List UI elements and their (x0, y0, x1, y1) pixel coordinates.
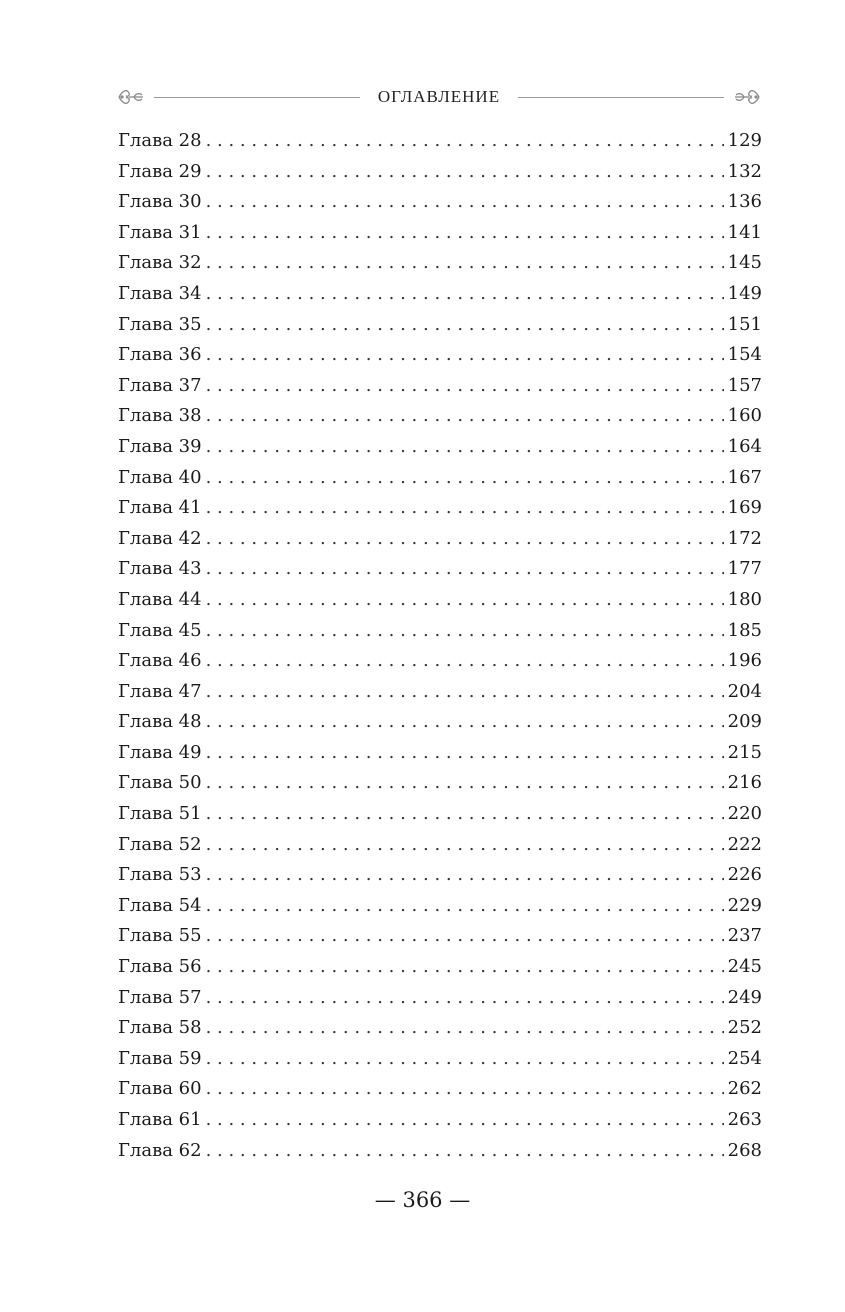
toc-entry-page: 254 (727, 1047, 762, 1069)
toc-entry-page: 185 (727, 619, 762, 641)
table-of-contents (118, 130, 762, 1170)
toc-dot-leader (206, 1109, 724, 1130)
toc-entry-label: Глава 32 (118, 252, 202, 274)
toc-entry-label: Глава 61 (118, 1109, 202, 1130)
toc-dot-leader (206, 1078, 724, 1099)
toc-dot-leader (206, 1048, 724, 1069)
toc-entry-page: 136 (727, 191, 762, 213)
running-header (116, 82, 762, 112)
toc-entry-page: 169 (727, 497, 762, 519)
toc-dot-leader (206, 742, 724, 763)
toc-dot-leader (206, 375, 724, 396)
toc-entry-label: Глава 41 (118, 497, 202, 519)
toc-dot-leader (206, 925, 724, 946)
toc-entry-page: 204 (727, 680, 762, 702)
toc-entry-page: 263 (727, 1109, 762, 1130)
toc-entry-page: 167 (727, 466, 762, 488)
toc-entry[interactable] (118, 681, 762, 712)
toc-entry-page: 177 (727, 558, 762, 580)
toc-dot-leader (206, 283, 724, 304)
toc-dot-leader (206, 711, 724, 732)
toc-entry[interactable] (118, 191, 762, 222)
toc-entry-label: Глава 44 (118, 588, 202, 610)
toc-dot-leader (206, 191, 724, 212)
toc-entry[interactable] (118, 130, 762, 161)
toc-entry-label: Глава 36 (118, 344, 202, 366)
toc-entry-label: Глава 59 (118, 1047, 202, 1069)
toc-entry[interactable] (118, 956, 762, 987)
toc-entry-page: 249 (727, 986, 762, 1008)
toc-entry[interactable] (118, 1017, 762, 1048)
toc-dot-leader (206, 497, 724, 518)
toc-entry-page: 245 (727, 956, 762, 978)
toc-entry-label: Глава 37 (118, 374, 202, 396)
toc-entry-label: Глава 43 (118, 558, 202, 580)
toc-dot-leader (206, 436, 724, 457)
toc-dot-leader (206, 681, 724, 702)
toc-dot-leader (206, 803, 724, 824)
toc-entry-label: Глава 50 (118, 772, 202, 794)
toc-dot-leader (206, 405, 724, 426)
toc-dot-leader (206, 1017, 724, 1038)
toc-entry-label: Глава 57 (118, 986, 202, 1008)
toc-entry-page: 141 (727, 221, 762, 243)
toc-dot-leader (206, 222, 724, 243)
toc-dot-leader (206, 344, 724, 365)
toc-dot-leader (206, 1140, 724, 1161)
toc-entry[interactable] (118, 344, 762, 375)
toc-entry-page: 252 (727, 1017, 762, 1039)
toc-entry-label: Глава 55 (118, 925, 202, 947)
fleuron-right-icon (732, 85, 762, 109)
toc-entry[interactable] (118, 742, 762, 773)
fleuron-left-icon (116, 85, 146, 109)
toc-entry-page: 132 (727, 160, 762, 182)
toc-entry-label: Глава 45 (118, 619, 202, 641)
toc-entry-page: 229 (727, 894, 762, 916)
toc-entry[interactable] (118, 895, 762, 926)
toc-dot-leader (206, 467, 724, 488)
toc-entry[interactable] (118, 375, 762, 406)
toc-entry-page: 145 (727, 252, 762, 274)
toc-dot-leader (206, 834, 724, 855)
toc-entry[interactable] (118, 528, 762, 559)
toc-entry-label: Глава 49 (118, 741, 202, 763)
toc-entry-page: 157 (727, 374, 762, 396)
toc-entry[interactable] (118, 925, 762, 956)
toc-entry-label: Глава 39 (118, 435, 202, 457)
toc-entry-label: Глава 30 (118, 191, 202, 213)
toc-entry[interactable] (118, 772, 762, 803)
toc-dot-leader (206, 895, 724, 916)
header-rule-right (518, 97, 724, 98)
toc-entry-page: 215 (727, 741, 762, 763)
toc-dot-leader (206, 161, 724, 182)
toc-entry-label: Глава 38 (118, 405, 202, 427)
toc-entry-page: 196 (727, 650, 762, 672)
toc-entry-label: Глава 47 (118, 680, 202, 702)
toc-entry-label: Глава 31 (118, 221, 202, 243)
toc-entry[interactable] (118, 161, 762, 192)
toc-entry[interactable] (118, 436, 762, 467)
toc-dot-leader (206, 987, 724, 1008)
toc-dot-leader (206, 864, 724, 885)
toc-entry-page: 149 (727, 282, 762, 304)
toc-entry[interactable] (118, 620, 762, 651)
running-title: ОГЛАВЛЕНИЕ (377, 87, 501, 106)
toc-entry-label: Глава 35 (118, 313, 202, 335)
toc-entry-label: Глава 54 (118, 894, 202, 916)
toc-entry-page: 262 (727, 1078, 762, 1100)
toc-entry-label: Глава 53 (118, 864, 202, 886)
toc-entry-page: 154 (727, 344, 762, 366)
toc-dot-leader (206, 314, 724, 335)
toc-dot-leader (206, 528, 724, 549)
toc-entry[interactable] (118, 283, 762, 314)
toc-entry-page: 226 (727, 864, 762, 886)
toc-entry[interactable] (118, 1048, 762, 1079)
toc-entry-page: 220 (727, 803, 762, 825)
toc-dot-leader (206, 252, 724, 273)
toc-entry-page: 160 (727, 405, 762, 427)
toc-entry-page: 129 (727, 130, 762, 151)
toc-entry[interactable] (118, 314, 762, 345)
toc-dot-leader (206, 130, 724, 151)
toc-entry-page: 151 (727, 313, 762, 335)
toc-entry-label: Глава 52 (118, 833, 202, 855)
toc-entry[interactable] (118, 589, 762, 620)
toc-entry[interactable] (118, 1078, 762, 1109)
toc-entry-label: Глава 34 (118, 282, 202, 304)
toc-entry[interactable] (118, 803, 762, 834)
toc-entry-page: 216 (727, 772, 762, 794)
toc-entry[interactable] (118, 864, 762, 895)
toc-dot-leader (206, 558, 724, 579)
toc-entry-page: 164 (727, 435, 762, 457)
toc-entry-label: Глава 29 (118, 160, 202, 182)
toc-entry-label: Глава 56 (118, 956, 202, 978)
toc-entry-label: Глава 60 (118, 1078, 202, 1100)
page-number: — 366 — (374, 1188, 471, 1212)
toc-entry[interactable] (118, 650, 762, 681)
toc-entry[interactable] (118, 1109, 762, 1140)
toc-dot-leader (206, 589, 724, 610)
toc-entry-label: Глава 62 (118, 1139, 202, 1161)
toc-entry-page: 180 (727, 588, 762, 610)
header-rule-left (154, 97, 360, 98)
toc-entry-label: Глава 42 (118, 527, 202, 549)
toc-entry-label: Глава 46 (118, 650, 202, 672)
toc-entry[interactable] (118, 1140, 762, 1171)
toc-entry-label: Глава 48 (118, 711, 202, 733)
toc-dot-leader (206, 620, 724, 641)
toc-entry-page: 172 (727, 527, 762, 549)
toc-entry[interactable] (118, 467, 762, 498)
toc-entry-label: Глава 40 (118, 466, 202, 488)
toc-entry[interactable] (118, 252, 762, 283)
toc-entry-page: 209 (727, 711, 762, 733)
toc-entry[interactable] (118, 558, 762, 589)
toc-dot-leader (206, 650, 724, 671)
toc-entry[interactable] (118, 405, 762, 436)
toc-entry-page: 268 (727, 1139, 762, 1161)
toc-entry-page: 237 (727, 925, 762, 947)
toc-entry[interactable] (118, 222, 762, 253)
toc-entry-label: Глава 28 (118, 130, 202, 151)
toc-entry[interactable] (118, 711, 762, 742)
toc-entry[interactable] (118, 987, 762, 1018)
toc-entry-label: Глава 58 (118, 1017, 202, 1039)
toc-entry[interactable] (118, 497, 762, 528)
toc-dot-leader (206, 956, 724, 977)
toc-entry-page: 222 (727, 833, 762, 855)
toc-entry-label: Глава 51 (118, 803, 202, 825)
toc-entry[interactable] (118, 834, 762, 865)
toc-dot-leader (206, 772, 724, 793)
